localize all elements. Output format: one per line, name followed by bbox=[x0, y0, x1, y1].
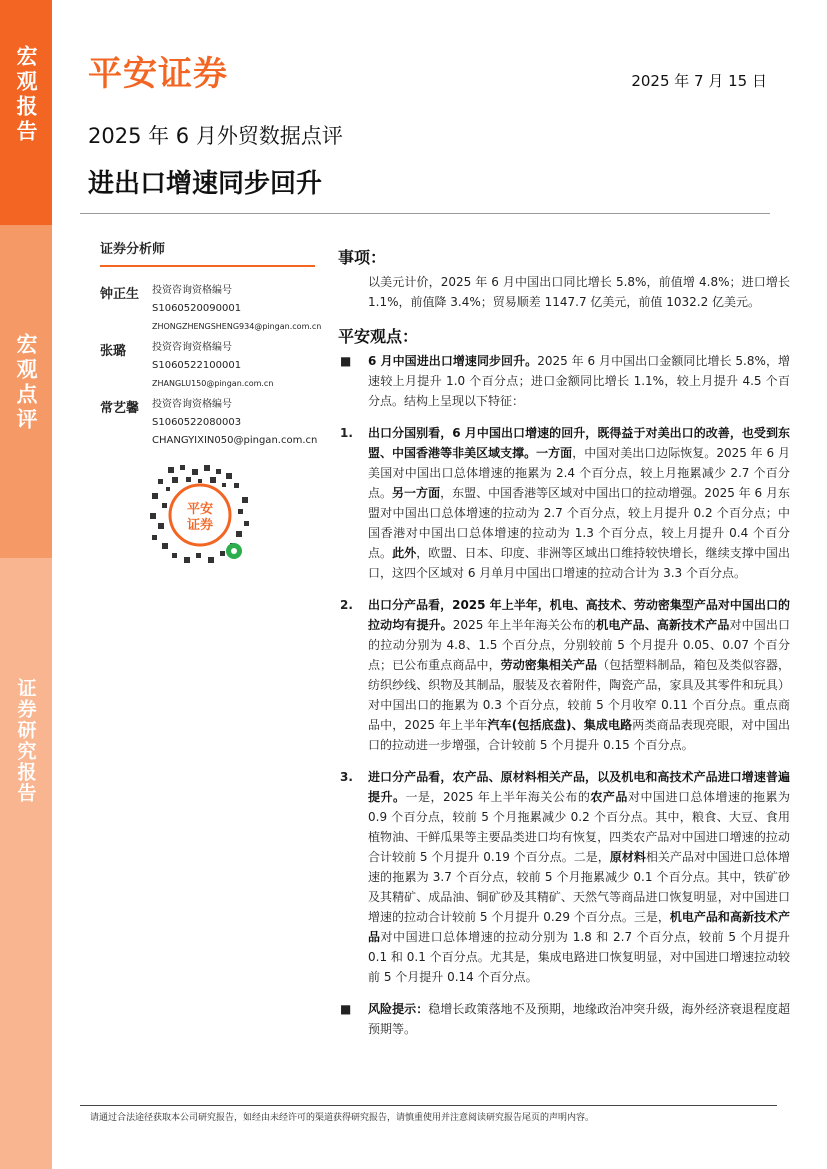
analyst-qualification: 投资咨询资格编号 bbox=[152, 399, 232, 410]
wechat-qr-code bbox=[148, 463, 252, 567]
summary-text: 2025 年 6 月中国出口金额同比增长 5.8%，增速较上月提升 1.0 个百分点；进口金额同比增长 1.1%，较上月提升 4.5 个百分点。结构上呈现以下特征： bbox=[368, 354, 791, 408]
svg-text:证券: 证券 bbox=[186, 518, 214, 533]
risk-text: 稳增长政策落地不及预期，地缘政治冲突升级，海外经济衰退程度超预期等。 bbox=[368, 1002, 790, 1036]
point-text: 2025 年上半年海关公布的 bbox=[452, 618, 597, 632]
analyst-qualification: 投资咨询资格编号 bbox=[152, 342, 232, 353]
analyst-license-id: S1060522080003 bbox=[152, 417, 242, 428]
point-3 bbox=[338, 767, 790, 987]
summary-item bbox=[338, 351, 790, 411]
point-bold: 劳动密集相关产品 bbox=[500, 658, 598, 672]
analyst-license-id: S1060522100001 bbox=[152, 360, 242, 371]
analyst-email[interactable]: CHANGYIXIN050@pingan.com.cn bbox=[152, 435, 318, 446]
point-text: 两类商品表现亮眼，对中国出口的拉动进一步增强，合计较前 5 个月提升 0.15 个百分点。 bbox=[368, 718, 790, 752]
point-text: 一是，2025 年上半年海关公布的 bbox=[405, 790, 591, 804]
point-bold: 进口分产品看，农产品、原材料相关产品，以及机电和高技术产品进口增速普遍提升。 bbox=[368, 770, 790, 804]
point-text: ，欧盟、日本、印度、非洲等区域出口维持较快增长，继续支撑中国出口，这四个区域对 6 月单月中国出口增速的拉动合计为 3.3 个百分点。 bbox=[368, 546, 790, 580]
report-title: 2025 年 6 月外贸数据点评 bbox=[88, 124, 343, 148]
summary-bold: 6 月中国进出口增速同步回升。 bbox=[368, 354, 538, 368]
point-1 bbox=[338, 423, 790, 583]
svg-text:平安: 平安 bbox=[186, 502, 214, 517]
events-text: 以美元计价，2025 年 6 月中国出口同比增长 5.8%，前值增 4.8%；进口增长 1.1%，前值降 3.4%；贸易顺差 1147.7 亿美元，前值 1032.2 亿美元。 bbox=[368, 275, 790, 309]
analyst-heading: 证券分析师 bbox=[100, 238, 315, 267]
point-text: 对中国进口总体增速的拖累为 0.9 个百分点，较前 5 个月拖累减少 0.2 个百分点。其中，粮食、大豆、食用植物油、干鲜瓜果等主要品类进口均有恢复，四类农产品对中国进口增速的拉动合计较前 5 个月提升 0.19 个百分点。二是， bbox=[368, 790, 790, 864]
square-bullet-icon: ■ bbox=[340, 1002, 352, 1016]
analyst-qualification: 投资咨询资格编号 bbox=[152, 285, 232, 296]
sidebar-report-kind bbox=[0, 558, 52, 1169]
analyst-name: 常艺馨 bbox=[100, 401, 140, 416]
point-number: 1. bbox=[340, 426, 353, 440]
point-text: 对中国出口的拉动分别为 4.8、1.5 个百分点，分别较前 5 个月提升 0.05、0.07 个百分点；已公布重点商品中， bbox=[368, 618, 790, 672]
point-text: 对中国进口总体增速的拉动分别为 1.8 和 2.7 个百分点，较前 5 个月提升 0.1 和 0.1 个百分点。尤其是，集成电路进口恢复明显，对中国进口增速拉动较前 5 个月提升 0.14 个百分点。 bbox=[368, 930, 790, 984]
point-number: 3. bbox=[340, 770, 353, 784]
sidebar-report-type-label: 宏观报告 bbox=[14, 45, 38, 145]
point-number: 2. bbox=[340, 598, 353, 612]
views-heading: 平安观点： bbox=[338, 327, 419, 346]
point-bold: 机电产品和高新技术产品 bbox=[368, 910, 790, 944]
point-text: ，中国对美出口边际恢复。2025 年 6 月美国对中国出口总体增速的拖累为 2.4 个百分点，较上月拖累减少 2.7 个百分点。 bbox=[368, 446, 790, 500]
events-heading: 事项： bbox=[338, 248, 387, 267]
sidebar-report-category-label: 宏观点评 bbox=[14, 333, 38, 433]
sidebar-report-type bbox=[0, 0, 52, 225]
company-logo: 平安证券 bbox=[88, 54, 228, 94]
risk-item bbox=[338, 999, 790, 1039]
point-bold: 出口分产品看，2025 年上半年，机电、高技术、劳动密集型产品对中国出口的拉动均有提升。 bbox=[368, 598, 790, 632]
analyst-entry bbox=[100, 397, 320, 448]
point-bold: 原材料 bbox=[609, 850, 646, 864]
point-bold: 另一方面 bbox=[392, 486, 441, 500]
sidebar-report-kind-label: 证券研究报告 bbox=[14, 678, 37, 804]
footer-disclaimer: 请通过合法途径获取本公司研究报告，如经由未经许可的渠道获得研究报告，请慎重使用并注意阅读研究报告尾页的声明内容。 bbox=[90, 1113, 595, 1123]
risk-bold: 风险提示： bbox=[368, 1002, 429, 1016]
point-text: 相关产品对中国进口总体增速的拖累为 3.7 个百分点，较前 5 个月拖累减少 0.1 个百分点。其中，铁矿砂及其精矿、成品油、铜矿砂及其精矿、天然气等商品进口恢复明显，对中国进口增速的拉动合计较前 5 个月提升 0.29 个百分点。三是， bbox=[368, 850, 790, 924]
point-text: ，东盟、中国香港等区域对中国出口的拉动增强。2025 年 6 月东盟对中国出口总体增速的拉动为 2.7 个百分点，较上月提升 0.2 个百分点；中国香港对中国出口总体增速的拉动为 1.3 个百分点，较上月提升 0.4 个百分点。 bbox=[368, 486, 790, 560]
analyst-entry bbox=[100, 340, 320, 391]
sidebar-report-category bbox=[0, 225, 52, 558]
point-bold: 农产品 bbox=[590, 790, 628, 804]
analyst-email[interactable]: ZHANGLU150@pingan.com.cn bbox=[152, 379, 274, 388]
point-bold: 出口分国别看，6 月中国出口增速的回升，既得益于对美出口的改善，也受到东盟、中国香港等非美区域支撑。一方面 bbox=[368, 426, 790, 460]
analyst-name: 钟正生 bbox=[100, 287, 140, 302]
main-content bbox=[338, 245, 790, 1039]
footer-divider bbox=[80, 1105, 777, 1106]
sidebar bbox=[0, 0, 52, 1169]
analyst-email[interactable]: ZHONGZHENGSHENG934@pingan.com.cn bbox=[152, 322, 322, 331]
point-bold: 汽车(包括底盘)、集成电路 bbox=[487, 718, 633, 732]
point-bold: 此外 bbox=[392, 546, 417, 560]
header-divider bbox=[80, 213, 770, 214]
report-subtitle: 进出口增速同步回升 bbox=[88, 169, 323, 199]
analyst-entry bbox=[100, 283, 320, 334]
point-2 bbox=[338, 595, 790, 755]
analyst-name: 张璐 bbox=[100, 344, 127, 359]
analyst-panel bbox=[100, 238, 320, 448]
analyst-license-id: S1060520090001 bbox=[152, 303, 242, 314]
point-text: （包括塑料制品，箱包及类似容器，纺织纱线、织物及其制品，服装及衣着附件，陶瓷产品，家具及其零件和玩具）对中国出口的拖累为 0.3 个百分点，较前 5 个月收窄 0.11 个百分点。重点商品中，2025 年上半年 bbox=[368, 658, 790, 732]
point-bold: 机电产品、高新技术产品 bbox=[596, 618, 730, 632]
square-bullet-icon: ■ bbox=[340, 354, 352, 368]
report-date: 2025 年 7 月 15 日 bbox=[631, 72, 767, 90]
